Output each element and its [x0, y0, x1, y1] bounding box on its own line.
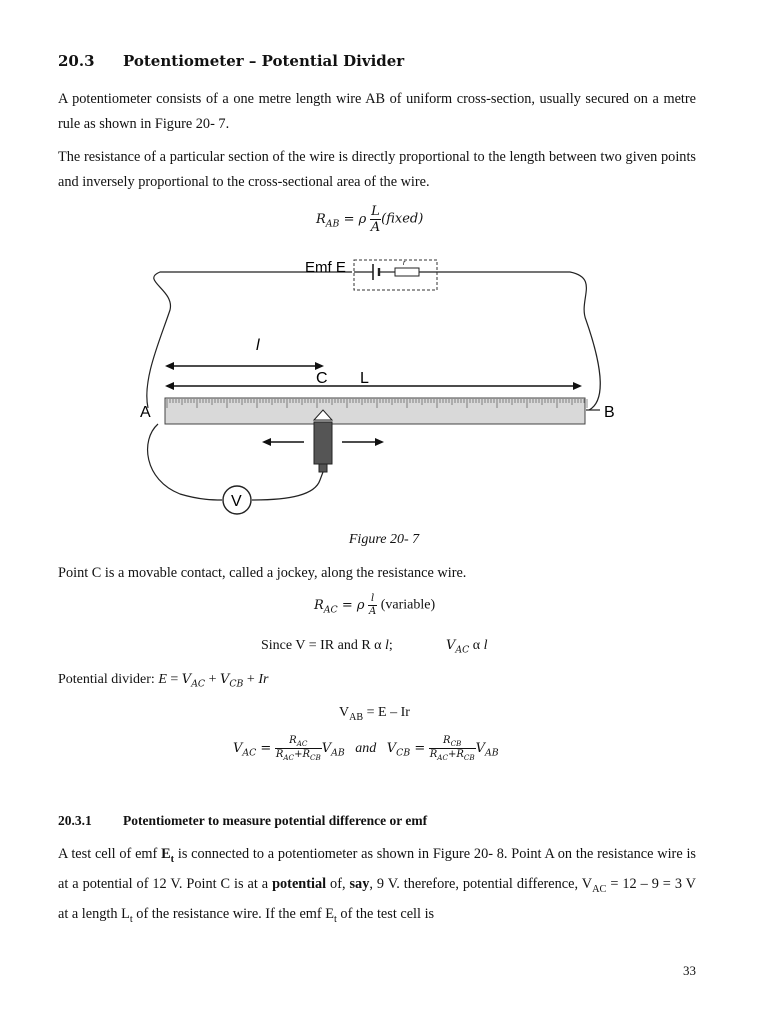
figure-caption: Figure 20- 7 — [348, 532, 420, 547]
equation-potential-divider: Potential divider: $E = V_{AC} + V_{CB} + Ir$ — [58, 672, 269, 690]
page-number: 33 — [683, 963, 696, 978]
paragraph-intro: A potentiometer consists of a one metre length wire AB of uniform cross-section, usually secured on a metre rule as shown in Figure 20- 7. — [58, 91, 696, 132]
paragraph-resistance: The resistance of a particular section of the wire is directly proportional to the length between two given points and inversely proportional to the cross-sectional area of the wire. — [58, 149, 696, 190]
c-label: C — [316, 370, 328, 387]
subsection-number: 20.3.1 — [58, 813, 92, 828]
subsection-title: Potentiometer to measure potential difference or emf — [123, 813, 428, 828]
paragraph-jockey: Point C is a movable contact, called a jockey, along the resistance wire. — [58, 565, 467, 581]
equation-since: Since V = IR and R α l; — [261, 638, 393, 653]
big-l-label: L — [360, 370, 369, 387]
a-label: A — [140, 404, 151, 421]
emf-label: Emf E — [305, 259, 346, 276]
subsection-heading — [58, 813, 427, 829]
equation-vab: $V_{AB} = E - Ir$ — [339, 705, 410, 723]
v-label: V — [231, 493, 242, 510]
section-title: Potentiometer – Potential Divider — [123, 52, 405, 70]
section-number: 20.3 — [58, 52, 95, 70]
paragraph-test-cell: A test cell of emf $E_t$ is connected to a potentiometer as shown in Figure 20- 8. Point A on the resistance wire is at a potential of 12 V. Point C is at a potential of, say, 9 V. therefore, potential difference, $V_{AC} = 12 - 9 = 3$ V at a length $L_t$ of the resistance wire. If the emf $E_t$ of the test cell is — [58, 846, 696, 925]
equation-rac: $R_{AC} = \rho$ $\frac{l}{A}$ (variable) — [314, 593, 436, 617]
equation-rab: $R_{AB} = \rho$ $\frac{L}{A}$ (fixed) — [316, 204, 424, 235]
equation-vac-vcb: $V_{AC}$ = $\frac{R_{AC}}{R_{AC}+R_{CB}}$ $V_{AB}$ and $V_{CB}$ = $\frac{R_{CB}}{R_{AC}+R_{CB}}$ $V_{AB}$ — [233, 735, 499, 763]
b-label: B — [604, 404, 615, 421]
l-label: l — [256, 337, 260, 354]
section-heading — [58, 52, 404, 70]
r-label: r — [403, 260, 406, 267]
equation-vac-alpha: $V_{AC}$ α l — [446, 638, 488, 656]
potentiometer-figure — [130, 250, 630, 520]
